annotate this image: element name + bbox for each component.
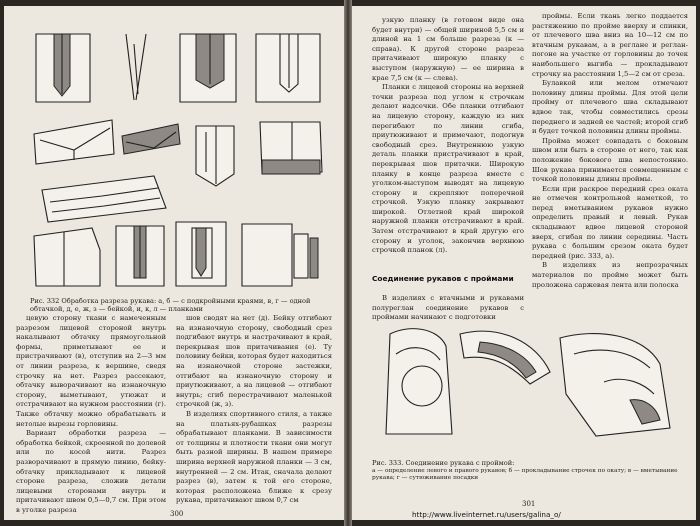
fig-333-c-set-in-sleeve [560, 334, 670, 436]
figure-333-caption-title: Рис. 333. Соединение рукава с проймой: [372, 459, 515, 467]
fig-b-slit [126, 34, 146, 100]
right-column-2 [532, 12, 688, 290]
figure-332-caption: Рис. 332 Обработка разреза рукава: а, б — с подкройными краями, в, г — одной обтачкой, д, е, ж, з — бейкой, и, к, л — планками [30, 297, 311, 313]
fig-a-slit [36, 34, 90, 102]
right-column-1-continued [372, 294, 524, 323]
fig-333-b-hand-stitching [460, 331, 550, 384]
paragraph: шов сводят на нет (д). Бейку отгибают на изнаночную сторону, свободный срез подгибают внутрь и настрачивают в край, перекрывая шов притачивания (е). Ту половину бейки, которая будет находиться на изнаночной стороне застежки, отгибают на изнаночную сторону и приутюживают, а на лицевой — отгибают внутрь; сгиб перестрачивают маленькой строчкой (ж, з). [176, 314, 332, 409]
paragraph: цевую сторону ткани с намеченным разрезом лицевой стороной внутрь накалывают обтачку прямоугольной формы, приметывают ее и пристрачивают (в), отступив на 2—3 мм от линии разреза, к вершине, сведя строчку на нет. Разрез рассекают, обтачку выворачивают на изнаночную сторону, выметывают, утюжат и отстрачивают на нужном расстоянии (г). Также обтачку можно обрабатывать и нетолые вырезы горловины. [16, 314, 166, 428]
paragraph: Если при раскрое передний срез оката не отмечен контрольной наметкой, то перед вметыванием рукавов нужно определить правый и левый. Рукав складывают вдвое лицевой стороной вверх, сгибая по линии середины. Часть рукава с большим срезом оката будет передней (рис. 333, а). [532, 184, 688, 260]
fig-k2-placket [176, 222, 226, 286]
fig-g-binding [196, 126, 234, 186]
page-number-left: 300 [170, 510, 184, 518]
paragraph: узкую планку (в готовом виде она будет внутри) — общей шириной 5,5 см и длиной на 1 см больше разреза (к — справа). К другой стороне разреза притачивают широкую планку с выступом (наружную) — ее ширина в крае 7,5 см (к — слева). [372, 16, 524, 82]
figure-332-sleeve-slit-illustrations [30, 24, 330, 296]
paragraph: Булавкой или мелом отмечают половину длины проймы. Для этой цели пройму от плечевого шва складывают вдвое так, чтобы совместились срезы переднего и задней ее частей; второй сгиб и будет точкой половины длины проймы. [532, 79, 688, 136]
fig-k-placket [116, 226, 164, 286]
source-url[interactable]: http://www.liveinternet.ru/users/galina_o/ [412, 510, 561, 519]
section-heading: Соединение рукавов с проймами [372, 274, 514, 283]
paragraph: проймы. Если ткань легко поддается растяжению по пройме вверху и спинки, от плечевого шва вниз на 10—12 см по втачным рукавам, а в реглане и реглан-погоне на участке от горловины до точек наибольшего выгиба — прокладывают строчку на расстоянии 1,5—2 см от среза. [532, 12, 688, 78]
book-gutter [344, 0, 352, 526]
paragraph: Вариант обработки разреза — обработка бейкой, скроенной по долевой или по косой нити. Разрез разворачивают в прямую линию, бейку-обтачку прикладывают к лицевой стороне разреза, сложив детали лицевыми сторонами внутрь и притачивают швом 0,5—0,7 см. При этом в уголке разреза [16, 429, 166, 514]
paragraph: В изделиях с втачными и рукавами полуреглан соединение рукавов с проймами начинают с подготовки [372, 294, 524, 322]
figure-333-caption-legend: а — определение левого и правого рукавов; б — прокладывание строчек по окату; в — вметывание рукава; г — сутюживание посадки [372, 467, 678, 481]
fig-c-facing [180, 34, 236, 102]
paragraph: Планки с лицевой стороны на верхней точки разреза под углом к строчкам делают надсечки. Обе планки отгибают на лицевую сторону, каждую из них перегибают по линии сгиба, приутюживают и примечают, подогнув свободный срез. Внутреннюю узкую деталь планки пристрачивают в край, перекрывая шов притачки. Широкую планку в конце разреза вместе с уголком-выступом выводят на лицевую сторону и скрепляют поперечной строчкой. Узкую планку закрывают широкой. Отлетной край широкой наружной планки отстрачивают в край. Затем отстрачивают в край другую его сторону и уголок, закончив верхнюю строчкой планок (л). [372, 83, 524, 255]
figure-333-caption [372, 460, 684, 482]
paragraph: В изделиях из непрозрачных материалов по пройме может быть проложена саржевая лента или полоска [532, 261, 688, 289]
page-number-right: 301 [522, 500, 536, 508]
left-column-2 [176, 314, 332, 506]
fig-f-binding [122, 124, 180, 154]
fig-333-a-sleeve-fold [386, 329, 452, 434]
right-column-1 [372, 16, 524, 256]
left-page [4, 6, 344, 520]
paragraph: Пройма может совпадать с боковым швом или быть в стороне от него, так как положение бокового шва непостоянно. Шов рукава принимается совмещенным с точкой половины длины проймы. [532, 136, 688, 184]
fig-h-cuff [260, 122, 322, 174]
fig-d-facing [256, 34, 320, 102]
fig-e-binding [34, 120, 114, 164]
fig-l-placket [242, 224, 318, 286]
right-page [352, 6, 696, 520]
paragraph: В изделиях спортивного стиля, а также на платьях-рубашках разрезы обрабатывают планками. В зависимости от толщины и плотности ткани они могут быть разной ширины. В нашем примере ширина верхней наружной планки — 3 см, внутренней — 2 см. Итак, сначала делают разрез (в), затем к той его стороне, которая расположена ближе к срезу рукава, притачивают швом 0,7 см [176, 409, 332, 505]
fig-binding-strip [42, 176, 166, 222]
fig-i-placket [34, 228, 100, 286]
left-column-1 [16, 314, 166, 515]
figure-333-sleeve-joining-illustrations [360, 324, 690, 448]
